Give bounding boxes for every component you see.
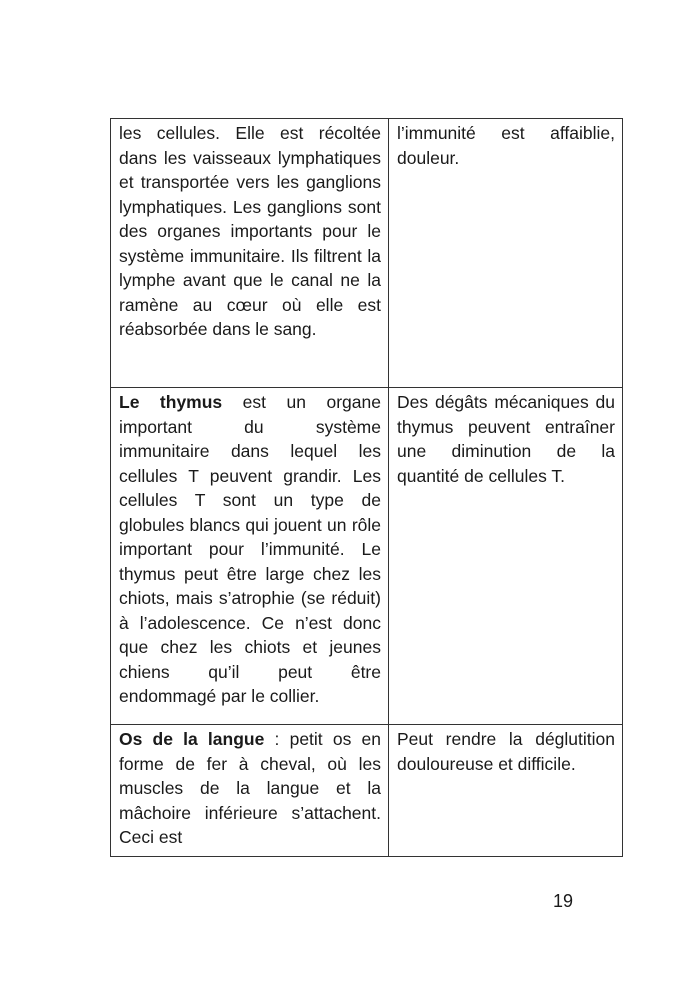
table-cell-consequence <box>389 119 623 388</box>
table-cell-consequence <box>389 725 623 857</box>
cell-text: Des dégâts mécaniques du thymus peuvent entraîner une diminution de la quantité de cellules T. <box>397 392 615 486</box>
cell-text: l’immunité est affaiblie, douleur. <box>397 123 615 168</box>
content-table <box>110 118 623 857</box>
table-cell-consequence <box>389 388 623 725</box>
term-heading: Os de la langue <box>119 729 265 749</box>
term-heading: Le thymus <box>119 392 223 412</box>
cell-text: Peut rendre la déglutition douloureuse et difficile. <box>397 729 615 774</box>
table-cell-description <box>111 388 389 725</box>
table-cell-description <box>111 119 389 388</box>
cell-text: : petit os en forme de fer à cheval, où les muscles de la langue et la mâchoire inférieure s’attachent. Ceci est <box>119 729 381 847</box>
table-cell-description <box>111 725 389 857</box>
table-row <box>111 725 623 857</box>
table-row <box>111 119 623 388</box>
cell-text: les cellules. Elle est récoltée dans les vaisseaux lymphatiques et transportée vers les ganglions lymphatiques. Les ganglions sont des organes importants pour le système immunitaire. Ils filtrent la lymphe avant que le canal ne la ramène au cœur où elle est réabsorbée dans le sang. <box>119 123 381 339</box>
page-number: 19 <box>553 891 574 911</box>
cell-text: est un organe important du système immunitaire dans lequel les cellules T peuvent grandir. Les cellules T sont un type de globules blancs qui jouent un rôle important pour l’immunité. Le thymus peut être large chez les chiots, mais s’atrophie (se réduit) à l’adolescence. Ce n’est donc que chez les chiots et jeunes chiens qu’il peut être endommagé par le collier. <box>119 392 381 706</box>
table-row <box>111 388 623 725</box>
